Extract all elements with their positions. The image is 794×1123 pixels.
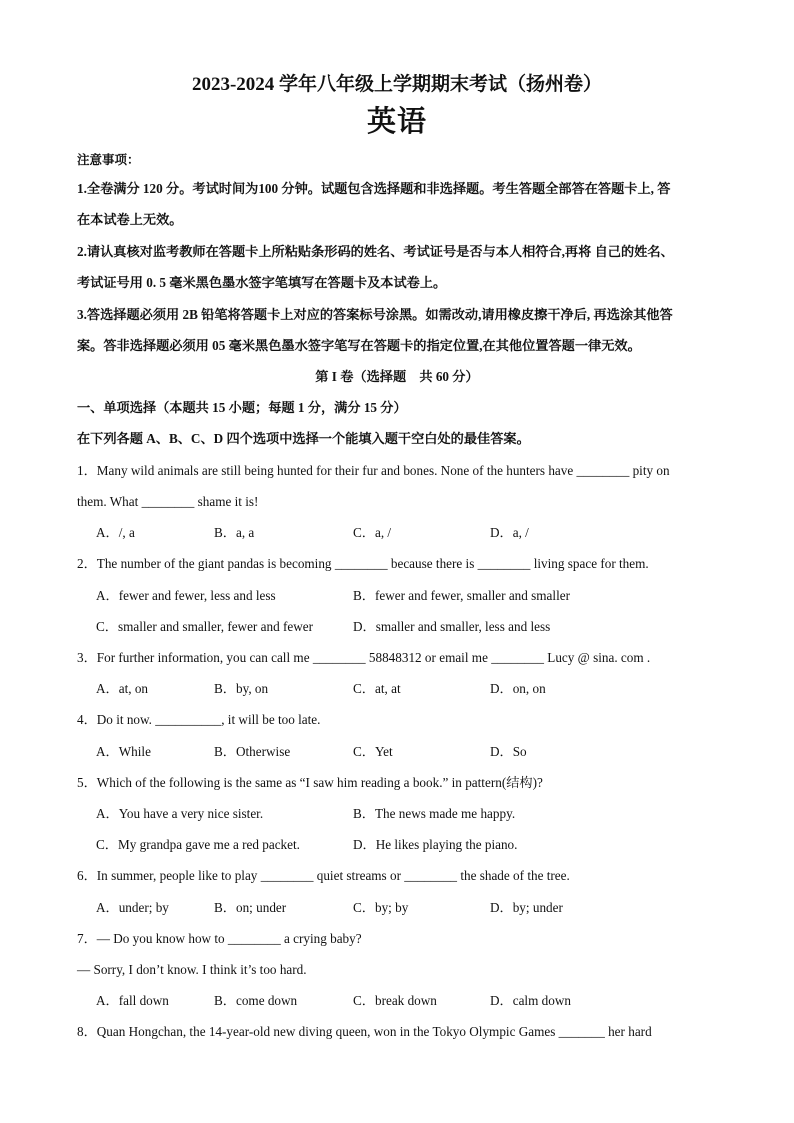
- question-5-option-b: B．The news made me happy.: [353, 806, 516, 821]
- part-heading: 一、单项选择（本题共 15 小题；每题 1 分，满分 15 分）: [77, 400, 407, 415]
- question-2-stem: 2．The number of the giant pandas is becoming ________ because there is ________ living space for them.: [77, 556, 649, 571]
- question-4-option-c: C．Yet: [353, 744, 393, 759]
- question-3-option-b: B．by, on: [214, 681, 269, 696]
- question-5-option-c: C．My grandpa gave me a red packet.: [96, 837, 300, 852]
- question-3-stem: 3．For further information, you can call me ________ 58848312 or email me ________ Lucy @ sina. com .: [77, 650, 651, 665]
- question-1-option-b: B．a, a: [214, 525, 255, 540]
- notice-item-2: 2.请认真核对监考教师在答题卡上所粘贴条形码的姓名、考试证号是否与本人相符合,再将 自己的姓名、: [77, 244, 674, 259]
- question-7-option-c: C．break down: [353, 993, 437, 1008]
- notice-item-2-cont: 考试证号用 0. 5 毫米黑色墨水签字笔填写在答题卡及本试卷上。: [77, 275, 447, 290]
- question-4-option-b: B．Otherwise: [214, 744, 291, 759]
- notice-item-1-cont: 在本试卷上无效。: [77, 212, 183, 227]
- question-6-stem: 6．In summer, people like to play ________ quiet streams or ________ the shade of the tree.: [77, 868, 570, 883]
- question-4-option-a: A．While: [96, 744, 151, 759]
- notice-heading: 注意事项：: [77, 153, 140, 167]
- question-5-option-a: A．You have a very nice sister.: [96, 806, 264, 821]
- question-6-option-b: B．on; under: [214, 900, 287, 915]
- question-3-option-c: C．at, at: [353, 681, 401, 696]
- question-5-option-d: D．He likes playing the piano.: [353, 837, 518, 852]
- question-3-option-a: A．at, on: [96, 681, 149, 696]
- question-1-option-d: D．a, /: [490, 525, 529, 540]
- part-instruction: 在下列各题 A、B、C、D 四个选项中选择一个能填入题干空白处的最佳答案。: [77, 431, 530, 446]
- question-7-option-d: D．calm down: [490, 993, 571, 1008]
- subject-title: 英语: [366, 106, 427, 138]
- question-2-option-b: B．fewer and fewer, smaller and smaller: [353, 588, 570, 603]
- question-1-option-a: A．/, a: [96, 525, 135, 540]
- question-2-option-d: D．smaller and smaller, less and less: [353, 619, 551, 634]
- question-4-stem: 4．Do it now. __________, it will be too late.: [77, 712, 321, 727]
- notice-item-3-cont: 案。答非选择题必须用 05 毫米黑色墨水签字笔写在答题卡的指定位置,在其他位置答题一律无效。: [77, 338, 641, 353]
- question-7-stem: 7．— Do you know how to ________ a crying baby?: [77, 931, 362, 946]
- question-1-stem: 1．Many wild animals are still being hunted for their fur and bones. None of the hunters have ________ pity on: [77, 463, 670, 478]
- question-3-option-d: D．on, on: [490, 681, 546, 696]
- question-6-option-d: D．by; under: [490, 900, 563, 915]
- question-6-option-c: C．by; by: [353, 900, 409, 915]
- question-1-stem-cont: them. What ________ shame it is!: [77, 494, 259, 509]
- notice-item-3: 3.答选择题必须用 2B 铅笔将答题卡上对应的答案标号涂黑。如需改动,请用橡皮擦干净后, 再选涂其他答: [77, 307, 673, 322]
- question-6-option-a: A．under; by: [96, 900, 169, 915]
- section-title: 第 I 卷（选择题 共 60 分）: [315, 369, 479, 384]
- question-2-option-a: A．fewer and fewer, less and less: [96, 588, 276, 603]
- exam-title: 2023-2024 学年八年级上学期期末考试（扬州卷）: [191, 74, 603, 95]
- notice-item-1: 1.全卷满分 120 分。考试时间为100 分钟。试题包含选择题和非选择题。考生答题全部答在答题卡上, 答: [77, 181, 671, 196]
- question-8-stem: 8．Quan Hongchan, the 14-year-old new diving queen, won in the Tokyo Olympic Games _______ her hard: [77, 1024, 652, 1039]
- question-7-option-a: A．fall down: [96, 993, 169, 1008]
- question-2-option-c: C．smaller and smaller, fewer and fewer: [96, 619, 313, 634]
- question-5-stem: 5．Which of the following is the same as “I saw him reading a book.” in pattern(结构)?: [77, 775, 543, 790]
- question-7-stem-cont: — Sorry, I don’t know. I think it’s too hard.: [77, 962, 307, 977]
- question-1-option-c: C．a, /: [353, 525, 392, 540]
- question-7-option-b: B．come down: [214, 993, 298, 1008]
- question-4-option-d: D．So: [490, 744, 527, 759]
